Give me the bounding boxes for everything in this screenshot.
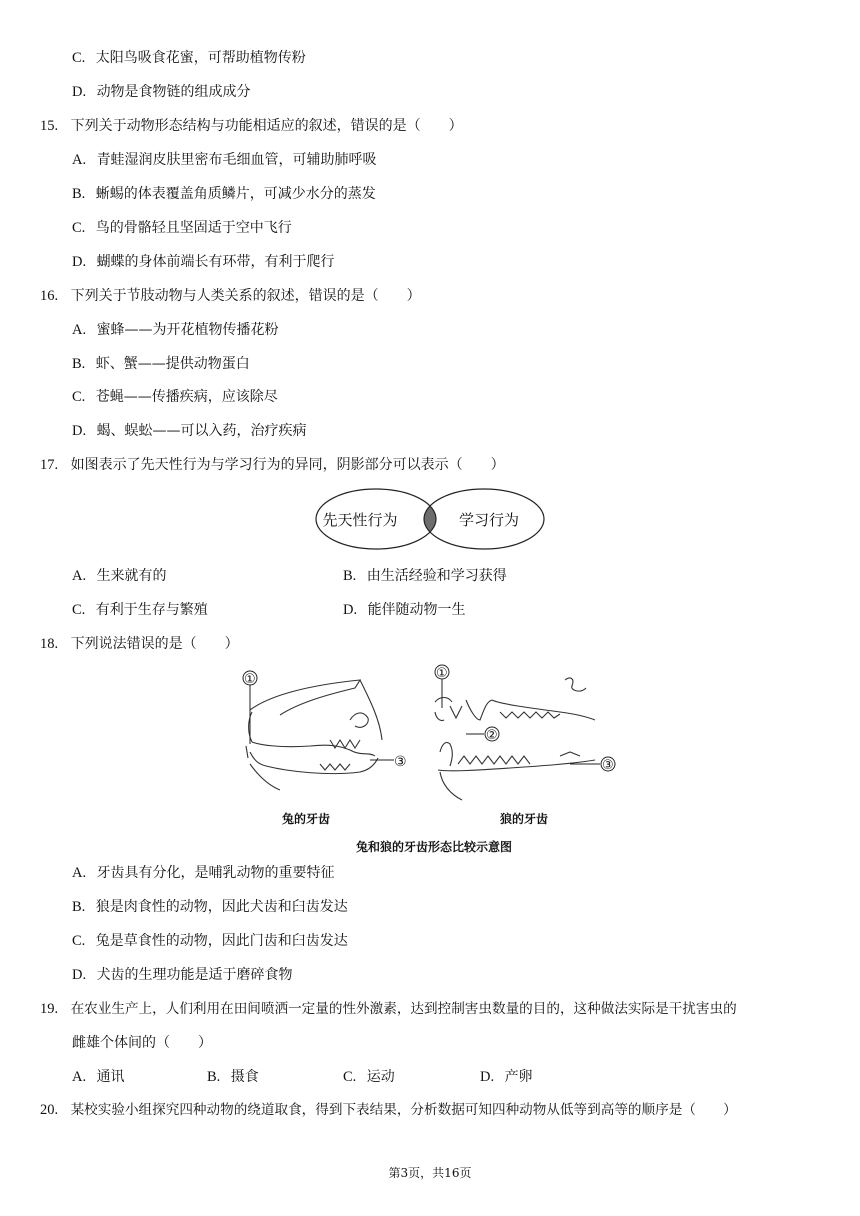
q18-option-b bbox=[72, 898, 348, 916]
question-number: 19. bbox=[40, 1001, 59, 1017]
option-text: 摄食 bbox=[230, 1069, 259, 1085]
q19-option-a bbox=[72, 1068, 125, 1086]
option-text: 能伴随动物一生 bbox=[367, 602, 466, 618]
option-letter: B. bbox=[207, 1069, 221, 1085]
question-number: 16. bbox=[40, 288, 59, 304]
option-text: 运动 bbox=[366, 1069, 395, 1085]
q17-stem bbox=[40, 456, 505, 474]
option-text: 动物是食物链的组成成分 bbox=[96, 84, 251, 100]
q16-option-b bbox=[72, 355, 250, 373]
option-text: 蝎、蜈蚣——可以入药，治疗疾病 bbox=[96, 423, 307, 439]
option-letter: C. bbox=[72, 933, 86, 949]
q19-option-c bbox=[343, 1068, 395, 1086]
option-letter: A. bbox=[72, 568, 87, 584]
option-letter: A. bbox=[72, 322, 87, 338]
q15-option-a bbox=[72, 151, 377, 169]
question-number: 15. bbox=[40, 118, 59, 134]
question-text-line2: 雌雄个体间的（ ） bbox=[72, 1035, 212, 1051]
option-letter: A. bbox=[72, 865, 87, 881]
option-letter: B. bbox=[343, 568, 357, 584]
option-letter: D. bbox=[72, 423, 87, 439]
option-letter: C. bbox=[72, 602, 86, 618]
wolf-marker-3: ③ bbox=[602, 758, 614, 773]
option-letter: C. bbox=[72, 220, 86, 236]
option-text: 狼是肉食性的动物，因此犬齿和臼齿发达 bbox=[95, 899, 348, 915]
question-number: 18. bbox=[40, 636, 59, 652]
option-letter: A. bbox=[72, 1069, 87, 1085]
option-letter: D. bbox=[343, 602, 358, 618]
q16-option-a bbox=[72, 321, 279, 339]
q15-option-c bbox=[72, 219, 292, 237]
option-text: 犬齿的生理功能是适于磨碎食物 bbox=[96, 967, 293, 983]
q16-option-d bbox=[72, 422, 307, 440]
page-footer: 第3页，共16页 bbox=[388, 1166, 472, 1180]
venn-diagram bbox=[312, 486, 552, 552]
option-letter: B. bbox=[72, 186, 86, 202]
question-text: 下列关于动物形态结构与功能相适应的叙述，错误的是（ ） bbox=[70, 118, 463, 134]
option-letter: D. bbox=[72, 84, 87, 100]
option-text: 鸟的骨骼轻且坚固适于空中飞行 bbox=[95, 220, 292, 236]
option-letter: C. bbox=[343, 1069, 357, 1085]
question-text-line1: 在农业生产上，人们利用在田间喷洒一定量的性外激素，达到控制害虫数量的目的，这种做法实际是干扰害虫的 bbox=[70, 1001, 737, 1017]
wolf-teeth-label: 狼的牙齿 bbox=[500, 812, 549, 826]
option-letter: D. bbox=[72, 254, 87, 270]
q19-stem-continued bbox=[72, 1034, 212, 1052]
option-text: 蜥蜴的体表覆盖角质鳞片，可减少水分的蒸发 bbox=[95, 186, 376, 202]
q18-stem bbox=[40, 635, 239, 653]
q15-stem bbox=[40, 117, 463, 135]
option-letter: D. bbox=[72, 967, 87, 983]
option-text: 蝴蝶的身体前端长有环带，有利于爬行 bbox=[96, 254, 335, 270]
option-text: 青蛙湿润皮肤里密布毛细血管，可辅助肺呼吸 bbox=[96, 152, 377, 168]
option-text: 有利于生存与繁殖 bbox=[95, 602, 208, 618]
question-text: 下列说法错误的是（ ） bbox=[70, 636, 239, 652]
q20-stem bbox=[40, 1101, 737, 1119]
rabbit-marker-1: ① bbox=[244, 672, 256, 687]
q14-option-c bbox=[72, 49, 306, 67]
q19-stem bbox=[40, 1000, 737, 1018]
wolf-skull-drawing bbox=[435, 678, 595, 800]
q17-option-d bbox=[343, 601, 466, 619]
q19-option-d bbox=[480, 1068, 533, 1086]
question-text: 如图表示了先天性行为与学习行为的异同，阴影部分可以表示（ ） bbox=[70, 457, 505, 473]
q19-option-b bbox=[207, 1068, 259, 1086]
wolf-marker-2: ② bbox=[486, 728, 498, 743]
rabbit-teeth-label: 兔的牙齿 bbox=[282, 812, 331, 826]
q18-option-d bbox=[72, 966, 293, 984]
q16-option-c bbox=[72, 388, 278, 406]
question-number: 20. bbox=[40, 1102, 59, 1118]
q15-option-b bbox=[72, 185, 376, 203]
rabbit-skull-drawing bbox=[246, 680, 382, 790]
option-text: 产卵 bbox=[504, 1069, 533, 1085]
wolf-marker-1: ① bbox=[436, 666, 448, 681]
option-text: 兔是草食性的动物，因此门齿和臼齿发达 bbox=[95, 933, 348, 949]
option-text: 虾、蟹——提供动物蛋白 bbox=[95, 356, 250, 372]
option-text: 苍蝇——传播疾病，应该除尽 bbox=[95, 389, 278, 405]
venn-right-label: 学习行为 bbox=[458, 511, 520, 529]
option-letter: D. bbox=[480, 1069, 495, 1085]
q17-option-a bbox=[72, 567, 167, 585]
option-letter: B. bbox=[72, 899, 86, 915]
q17-option-c bbox=[72, 601, 208, 619]
venn-left-label: 先天性行为 bbox=[322, 511, 398, 529]
option-letter: A. bbox=[72, 152, 87, 168]
rabbit-marker-3: ③ bbox=[394, 754, 407, 770]
q15-option-d bbox=[72, 253, 335, 271]
q18-option-a bbox=[72, 864, 335, 882]
q14-option-d bbox=[72, 83, 251, 101]
option-text: 生来就有的 bbox=[96, 568, 167, 584]
figure-caption: 兔和狼的牙齿形态比较示意图 bbox=[356, 840, 513, 854]
q16-stem bbox=[40, 287, 421, 305]
q18-option-c bbox=[72, 932, 348, 950]
option-text: 牙齿具有分化，是哺乳动物的重要特征 bbox=[96, 865, 335, 881]
option-letter: C. bbox=[72, 389, 86, 405]
option-text: 通讯 bbox=[96, 1069, 125, 1085]
option-letter: B. bbox=[72, 356, 86, 372]
q17-option-b bbox=[343, 567, 507, 585]
teeth-comparison-figure bbox=[230, 660, 630, 830]
question-number: 17. bbox=[40, 457, 59, 473]
question-text: 下列关于节肢动物与人类关系的叙述，错误的是（ ） bbox=[70, 288, 421, 304]
option-text: 太阳鸟吸食花蜜，可帮助植物传粉 bbox=[95, 50, 306, 66]
option-text: 由生活经验和学习获得 bbox=[366, 568, 507, 584]
option-letter: C. bbox=[72, 50, 86, 66]
option-text: 蜜蜂——为开花植物传播花粉 bbox=[96, 322, 279, 338]
question-text: 某校实验小组探究四种动物的绕道取食，得到下表结果，分析数据可知四种动物从低等到高等的顺序是（ ） bbox=[70, 1102, 737, 1118]
